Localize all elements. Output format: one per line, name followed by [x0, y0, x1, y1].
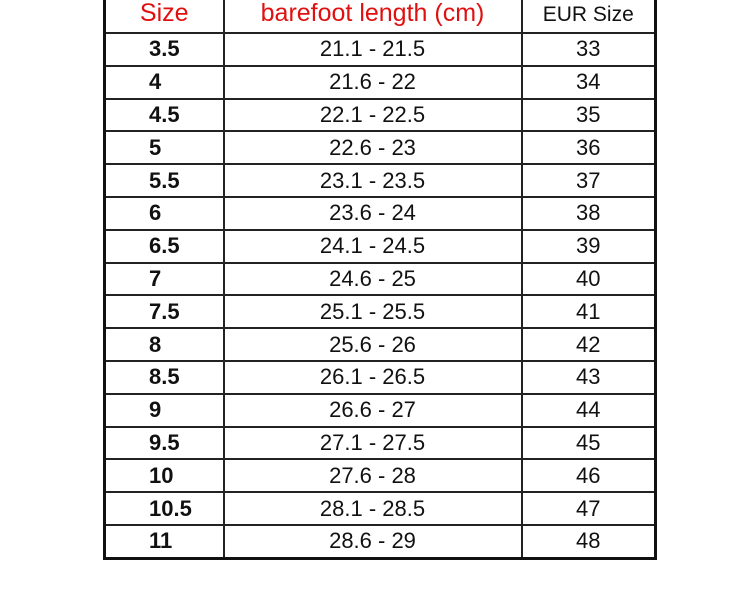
table-body	[105, 33, 656, 558]
header-row	[105, 0, 656, 33]
table-row	[105, 66, 656, 99]
eur-cell: 44	[522, 394, 656, 427]
size-cell: 10.5	[105, 492, 224, 525]
size-cell: 8	[105, 328, 224, 361]
table-row	[105, 230, 656, 263]
size-cell: 5	[105, 131, 224, 164]
size-cell: 3.5	[105, 33, 224, 66]
size-chart-table	[103, 0, 657, 560]
size-cell: 7.5	[105, 295, 224, 328]
size-cell: 9	[105, 394, 224, 427]
eur-cell: 40	[522, 263, 656, 296]
eur-cell: 42	[522, 328, 656, 361]
table-row	[105, 427, 656, 460]
length-cell: 26.1 - 26.5	[224, 361, 522, 394]
eur-cell: 37	[522, 164, 656, 197]
eur-cell: 41	[522, 295, 656, 328]
eur-cell: 39	[522, 230, 656, 263]
eur-cell: 33	[522, 33, 656, 66]
eur-cell: 38	[522, 197, 656, 230]
size-cell: 8.5	[105, 361, 224, 394]
length-cell: 24.1 - 24.5	[224, 230, 522, 263]
table-row	[105, 525, 656, 558]
eur-cell: 46	[522, 459, 656, 492]
length-cell: 27.6 - 28	[224, 459, 522, 492]
length-cell: 26.6 - 27	[224, 394, 522, 427]
length-cell: 24.6 - 25	[224, 263, 522, 296]
size-cell: 7	[105, 263, 224, 296]
length-cell: 23.1 - 23.5	[224, 164, 522, 197]
size-cell: 5.5	[105, 164, 224, 197]
length-cell: 28.1 - 28.5	[224, 492, 522, 525]
size-cell: 10	[105, 459, 224, 492]
eur-cell: 35	[522, 99, 656, 132]
eur-cell: 43	[522, 361, 656, 394]
size-cell: 11	[105, 525, 224, 558]
table-row	[105, 33, 656, 66]
length-cell: 22.6 - 23	[224, 131, 522, 164]
eur-cell: 45	[522, 427, 656, 460]
length-cell: 22.1 - 22.5	[224, 99, 522, 132]
table-header	[105, 0, 656, 33]
size-cell: 4.5	[105, 99, 224, 132]
table-row	[105, 394, 656, 427]
length-cell: 28.6 - 29	[224, 525, 522, 558]
table-row	[105, 295, 656, 328]
table-row	[105, 361, 656, 394]
eur-cell: 34	[522, 66, 656, 99]
eur-cell: 48	[522, 525, 656, 558]
size-cell: 4	[105, 66, 224, 99]
header-barefoot-length: barefoot length (cm)	[224, 0, 522, 33]
length-cell: 21.1 - 21.5	[224, 33, 522, 66]
table-row	[105, 328, 656, 361]
length-cell: 23.6 - 24	[224, 197, 522, 230]
table-row	[105, 492, 656, 525]
length-cell: 27.1 - 27.5	[224, 427, 522, 460]
table-row	[105, 263, 656, 296]
table-row	[105, 197, 656, 230]
eur-cell: 36	[522, 131, 656, 164]
table-row	[105, 131, 656, 164]
size-cell: 9.5	[105, 427, 224, 460]
table-row	[105, 99, 656, 132]
length-cell: 25.6 - 26	[224, 328, 522, 361]
table-row	[105, 459, 656, 492]
size-cell: 6.5	[105, 230, 224, 263]
length-cell: 25.1 - 25.5	[224, 295, 522, 328]
length-cell: 21.6 - 22	[224, 66, 522, 99]
header-size: Size	[105, 0, 224, 33]
header-eur-size: EUR Size	[522, 0, 656, 33]
eur-cell: 47	[522, 492, 656, 525]
size-cell: 6	[105, 197, 224, 230]
table-row	[105, 164, 656, 197]
